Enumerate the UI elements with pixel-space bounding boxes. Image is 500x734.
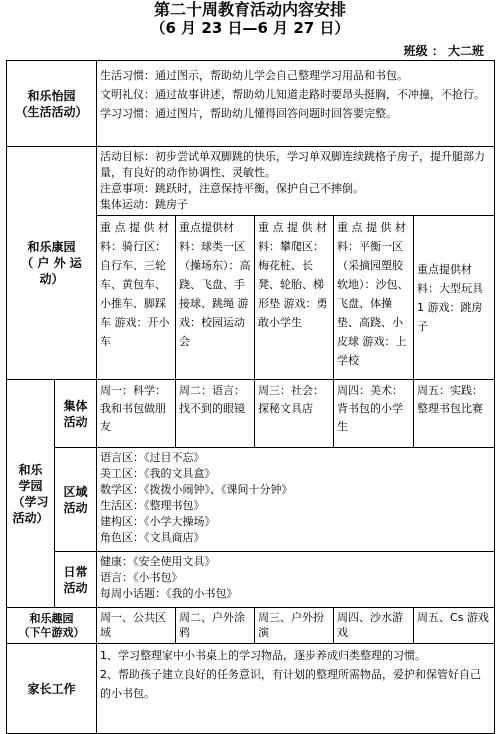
life-row [7,61,495,147]
group-day-thu: 周四：美术：背书包的小学生 [334,380,414,448]
date-range: （6 月 23 日—6 月 27 日） [150,19,350,37]
outdoor-material-4: 重 点 提 供 材料：平衡一区（采摘园塑胶软地）：沙包、飞盘、体操垫、高跷、小皮球 游戏：上学校 [334,216,414,380]
parents-line-1: 1、学习整理家中小书桌上的学习物品，逐步养成归类整理的习惯。 [100,649,427,662]
parents-header: 家长工作 [7,644,97,734]
area-label-1: 区域 [63,484,88,499]
daily-line-topic: 每周小话题：《我的小书包》 [100,587,238,600]
group-day-fri: 周五：实践：整理书包比赛 [414,380,495,448]
life-label: 和乐怡园 [27,88,76,103]
learning-label-3: （学习 [12,494,49,509]
life-line-etiquette: 文明礼仪：通过故事讲述，帮助幼儿知道走路时要昂头挺胸，不冲撞，不抢行。 [100,88,486,101]
afternoon-thu: 周四、沙水游戏 [334,608,414,644]
daily-line-health: 健康：《安全使用文具》 [100,555,216,568]
afternoon-fri: 周五、Cs 游戏 [414,608,495,644]
area-line-language: 语言区：《过目不忘》 [100,451,205,464]
area-activity-header [55,448,97,552]
schedule-table [6,60,495,734]
learning-daily-row [7,552,495,608]
outdoor-header [7,147,97,380]
outdoor-group: 集体运动：跳房子 [100,198,189,211]
page-title: 第二十周教育活动内容安排 [153,0,346,19]
afternoon-tue: 周二、户外涂鸦 [176,608,255,644]
area-line-art: 美工区：《我的文具盒》 [100,467,216,480]
class-label: 班级 ： 大二班 [403,44,484,58]
outdoor-row-text [7,147,495,216]
group-day-wed: 周三：社会：探秘文具店 [255,380,334,448]
area-line-build: 建构区：《小学大操场》 [100,515,216,528]
daily-label-2: 活动 [63,580,88,595]
daily-content [97,552,495,608]
outdoor-notice: 注意事项：跳跃时，注意保持平衡，保护自己不摔倒。 [100,182,365,195]
afternoon-label: 和乐趣园 [29,611,74,625]
parents-content [97,644,495,734]
life-line-study: 学习习惯：通过图片，帮助幼儿懂得回答问题时回答要完整。 [100,107,398,120]
learning-label-4: 活动） [12,510,49,525]
afternoon-header [7,608,97,644]
area-content [97,448,495,552]
life-line-habit: 生活习惯：通过图示，帮助幼儿学会自己整理学习用品和书包。 [100,69,409,82]
outdoor-goal: 活动目标：初步尝试单双脚跳的快乐，学习单双脚连续跳格子房子，提升腿部力量，有良好的动作协调性、灵敏性。 [100,150,486,179]
outdoor-material-5: 重点提供材料：大型玩具 1 游戏：跳房子 [414,216,495,380]
afternoon-row [7,608,495,644]
outdoor-content [97,147,495,216]
learning-area-row [7,448,495,552]
parents-line-2: 2、帮助孩子建立良好的任务意识，有计划的整理所需物品，爱护和保管好自己的小书包。 [100,668,482,700]
afternoon-mon: 周一、公共区域 [97,608,176,644]
outdoor-sublabel: （ 户 外 运 [21,256,82,270]
group-activity-header [55,380,97,448]
outdoor-material-2: 重点提供材料：球类一区（操场东）：高跷、飞盘、手接球、跳绳 游戏：校园运动会 [176,216,255,380]
group-day-mon: 周一：科学：我和书包做朋友 [97,380,176,448]
outdoor-sublabel-2: 动） [39,272,64,286]
learning-label-2: 学园 [18,478,43,493]
learning-header [7,380,55,608]
group-day-tue: 周二：语言：找不到的眼镜 [176,380,255,448]
learning-group-row [7,380,495,448]
afternoon-sublabel: （下午游戏） [18,625,85,639]
outdoor-material-1: 重 点 提 供 材料：骑行区：自行车、三轮车、黄包车、小推车、脚踩车 游戏：开小车 [97,216,176,380]
learning-label-1: 和乐 [18,462,43,477]
area-line-math: 数学区：《拨拨小闹钟》、《课间十分钟》 [100,483,293,496]
outdoor-label: 和乐康园 [27,240,76,254]
life-content [97,61,495,147]
area-line-life: 生活区：《整理书包》 [100,499,205,512]
daily-line-language: 语言：《小书包》 [100,571,183,584]
life-header [7,61,97,147]
life-sublabel: （生活活动） [15,104,88,119]
afternoon-wed: 周三、户外扮演 [255,608,334,644]
group-label-2: 活动 [63,414,88,429]
parents-row [7,644,495,734]
daily-label-1: 日常 [63,564,88,579]
outdoor-material-3: 重 点 提 供 材料：攀爬区：梅花桩、长凳、轮胎、梯形垫 游戏：勇敢小学生 [255,216,334,380]
area-label-2: 活动 [63,500,88,515]
daily-activity-header [55,552,97,608]
area-line-role: 角色区：《文具商店》 [100,531,205,544]
group-label-1: 集体 [63,398,88,413]
